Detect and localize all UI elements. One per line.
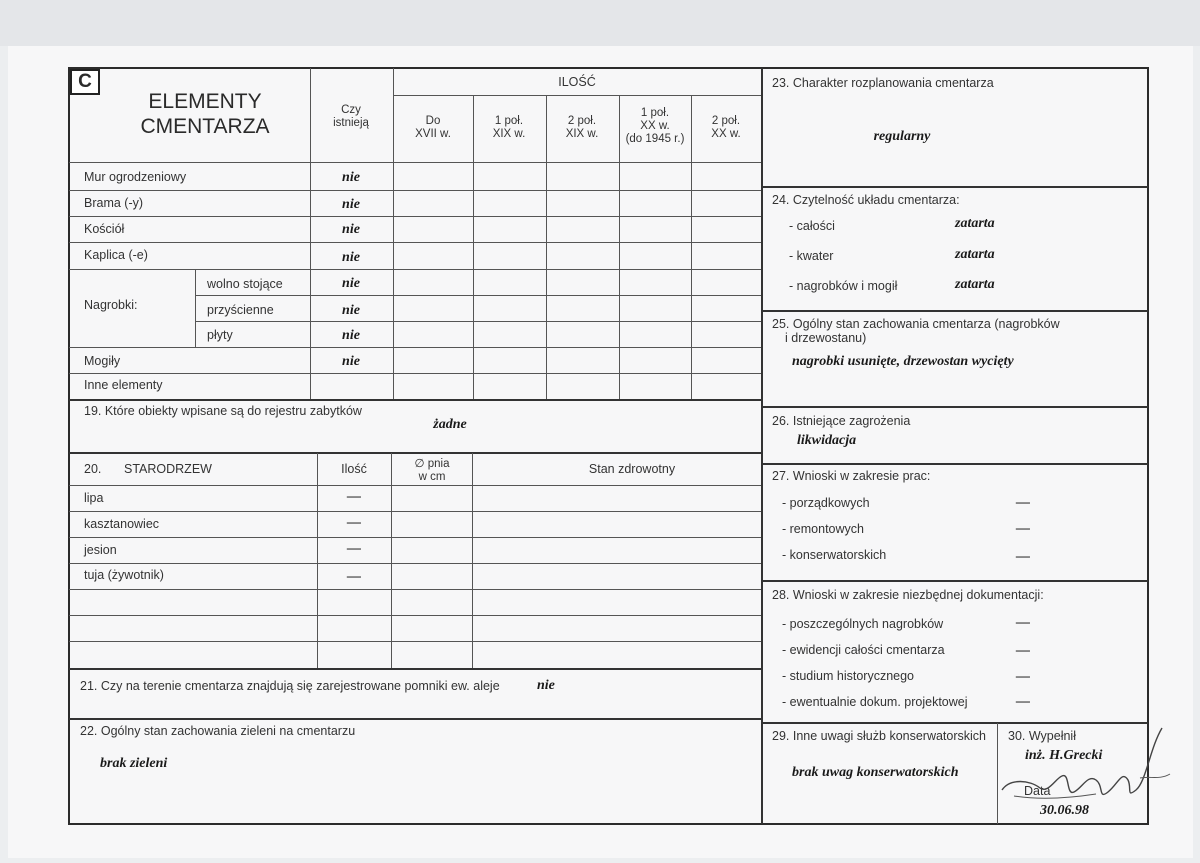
grid-line — [69, 511, 761, 512]
tree-name: tuja (żywotnik) — [84, 568, 164, 582]
q19-label: 19. Które obiekty wpisane są do rejestru zabytków — [84, 404, 362, 418]
period-4-line2: XX w. — [640, 120, 670, 132]
q28-item-answer: — — [1016, 694, 1030, 709]
grid-line — [69, 452, 761, 454]
row-label: Mur ogrodzeniowy — [84, 170, 187, 184]
row-value: nie — [342, 250, 360, 265]
grid-line — [546, 95, 547, 399]
q23-answer: regularny — [873, 129, 931, 144]
col-amount-header: ILOŚĆ — [558, 75, 596, 89]
q20-col-diameter-line2: w cm — [418, 471, 446, 483]
grid-line — [762, 310, 1148, 312]
period-header-1 — [415, 115, 451, 141]
period-1-line2: XVII w. — [415, 128, 451, 140]
nagrobki-label: Nagrobki: — [84, 298, 138, 312]
grid-line — [69, 537, 761, 538]
q24-item-answer: zatarta — [955, 277, 995, 292]
grid-line — [195, 321, 761, 322]
grid-line — [762, 580, 1148, 582]
period-5-line1: 2 poł. — [711, 115, 741, 127]
q30-date: 30.06.98 — [1040, 803, 1089, 818]
grid-line — [762, 186, 1148, 188]
q20-col-amount: Ilość — [341, 462, 367, 476]
period-3-line2: XIX w. — [565, 128, 599, 140]
page-top-strip — [0, 0, 1200, 46]
row-value: nie — [342, 276, 360, 291]
q30-name: inż. H.Grecki — [1025, 748, 1103, 763]
grid-line — [195, 269, 196, 347]
q20-col-diameter-line1: ∅ pnia — [414, 458, 450, 470]
period-5-line2: XX w. — [711, 128, 741, 140]
elements-title-line1: ELEMENTY — [148, 90, 262, 113]
q28-item-answer: — — [1016, 669, 1030, 684]
elements-title-line2: CMENTARZA — [140, 115, 270, 138]
q24-item-answer: zatarta — [955, 247, 995, 262]
period-header-4 — [626, 107, 685, 146]
row-value: nie — [342, 354, 360, 369]
tree-amount: — — [347, 569, 361, 584]
tree-name: jesion — [84, 543, 117, 557]
grid-line — [69, 399, 761, 401]
q28-item-answer: — — [1016, 643, 1030, 658]
form-frame — [68, 67, 1149, 825]
grid-line — [69, 373, 761, 374]
q24-label: 24. Czytelność układu cmentarza: — [772, 193, 960, 207]
q20-col-health: Stan zdrowotny — [588, 462, 676, 476]
grid-line — [69, 641, 761, 642]
grid-line — [69, 668, 761, 670]
tree-name: lipa — [84, 491, 104, 505]
grid-line — [473, 95, 474, 399]
q25-label-line1: 25. Ogólny stan zachowania cmentarza (nagrobków — [772, 317, 1060, 331]
grid-line — [69, 162, 761, 163]
grid-line — [69, 615, 761, 616]
q20-title: STARODRZEW — [124, 462, 212, 476]
main-divider — [761, 68, 763, 824]
q20-col-diameter — [415, 458, 450, 484]
grid-line — [69, 589, 761, 590]
grid-line — [69, 216, 761, 217]
q25-label-line2: i drzewostanu) — [785, 331, 867, 345]
row-value: nie — [342, 170, 360, 185]
q27-item-label: - remontowych — [782, 522, 864, 536]
row-label: płyty — [207, 328, 233, 342]
col-exists-line1: Czy — [341, 104, 361, 116]
grid-line — [69, 242, 761, 243]
grid-line — [69, 485, 761, 486]
grid-line — [195, 295, 761, 296]
row-label: Mogiły — [84, 354, 121, 368]
col-exists-header — [333, 104, 369, 130]
row-value: nie — [342, 222, 360, 237]
q24-item-label: - nagrobków i mogił — [789, 279, 898, 293]
grid-line — [69, 563, 761, 564]
q27-label: 27. Wnioski w zakresie prac: — [772, 469, 931, 483]
q21-answer: nie — [537, 678, 555, 693]
tree-name: kasztanowiec — [84, 517, 160, 531]
q29-answer: brak uwag konserwatorskich — [792, 765, 959, 780]
tree-amount: — — [347, 515, 361, 530]
period-4-line1: 1 poł. — [640, 107, 670, 119]
q19-answer: żadne — [433, 417, 467, 432]
q28-item-label: - ewentualnie dokum. projektowej — [782, 695, 968, 709]
q27-item-answer: — — [1016, 495, 1030, 510]
grid-line — [762, 463, 1148, 465]
q27-item-answer: — — [1016, 521, 1030, 536]
q24-item-label: - całości — [789, 219, 835, 233]
q22-answer: brak zieleni — [100, 756, 168, 771]
q24-item-label: - kwater — [789, 249, 834, 263]
signature-scribble — [1000, 718, 1180, 808]
row-label: Kościół — [84, 222, 125, 236]
grid-line — [691, 95, 692, 399]
elements-title — [110, 89, 300, 139]
grid-line — [393, 68, 394, 399]
q23-label: 23. Charakter rozplanowania cmentarza — [772, 76, 994, 90]
q30-label: 30. Wypełnił — [1008, 729, 1076, 743]
q25-answer: nagrobki usunięte, drzewostan wycięty — [792, 354, 1014, 369]
q28-item-label: - poszczególnych nagrobków — [782, 617, 944, 631]
grid-line — [619, 95, 620, 399]
row-label: wolno stojące — [207, 277, 283, 291]
col-exists-line2: istnieją — [333, 117, 369, 129]
q30-date-label: Data — [1024, 784, 1051, 798]
grid-line — [310, 68, 311, 399]
tree-amount: — — [347, 541, 361, 556]
q26-answer: likwidacja — [797, 433, 857, 448]
row-value: nie — [342, 303, 360, 318]
tree-amount: — — [347, 489, 361, 504]
period-4-line3: (do 1945 r.) — [625, 133, 685, 145]
section-letter-box: C — [70, 69, 100, 95]
q20-number: 20. — [84, 462, 102, 476]
q26-label: 26. Istniejące zagrożenia — [772, 414, 911, 428]
q27-item-label: - porządkowych — [782, 496, 870, 510]
grid-line — [762, 406, 1148, 408]
q27-item-answer: — — [1016, 549, 1030, 564]
grid-line — [997, 723, 998, 824]
period-2-line1: 1 poł. — [494, 115, 524, 127]
period-3-line1: 2 poł. — [567, 115, 597, 127]
row-label: Kaplica (-e) — [84, 248, 148, 262]
grid-line — [69, 190, 761, 191]
period-2-line2: XIX w. — [492, 128, 526, 140]
q21-label: 21. Czy na terenie cmentarza znajdują się zarejestrowane pomniki ew. aleje — [80, 679, 500, 693]
grid-line — [69, 269, 761, 270]
grid-line — [69, 718, 761, 720]
q24-item-answer: zatarta — [955, 216, 995, 231]
row-label: przyścienne — [207, 303, 274, 317]
period-header-2 — [493, 115, 526, 141]
q29-label: 29. Inne uwagi służb konserwatorskich — [772, 729, 987, 743]
q28-item-answer: — — [1016, 615, 1030, 630]
q28-label: 28. Wnioski w zakresie niezbędnej dokumentacji: — [772, 588, 1044, 602]
grid-line — [393, 95, 761, 96]
period-header-5 — [711, 115, 740, 141]
q22-label: 22. Ogólny stan zachowania zieleni na cmentarzu — [80, 724, 356, 738]
row-label: Inne elementy — [84, 378, 163, 392]
period-1-line1: Do — [425, 115, 441, 127]
q28-item-label: - ewidencji całości cmentarza — [782, 643, 945, 657]
grid-line — [69, 347, 761, 348]
q27-item-label: - konserwatorskich — [782, 548, 887, 562]
period-header-3 — [566, 115, 599, 141]
q28-item-label: - studium historycznego — [782, 669, 915, 683]
row-label: Brama (-y) — [84, 196, 144, 210]
row-value: nie — [342, 328, 360, 343]
row-value: nie — [342, 197, 360, 212]
